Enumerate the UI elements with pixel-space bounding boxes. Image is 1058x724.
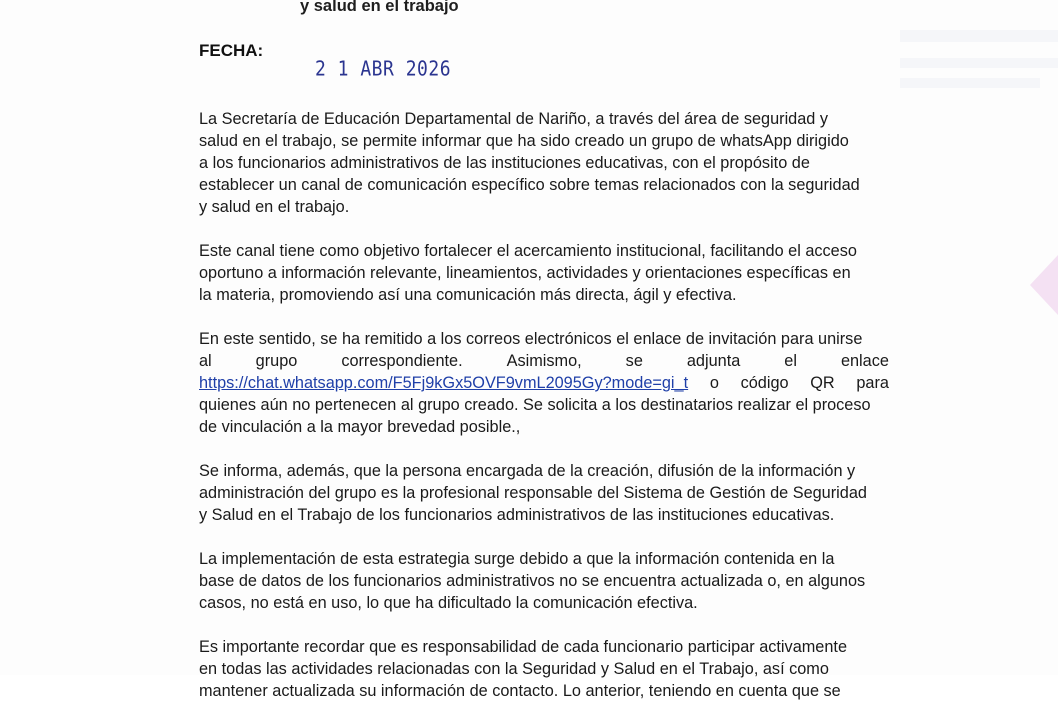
text-line: salud en el trabajo, se permite informar que ha sido creado un grupo de whatsApp dirigido bbox=[199, 132, 849, 150]
text-line: y Salud en el Trabajo de los funcionarios administrativos de las instituciones educativas. bbox=[199, 506, 835, 524]
subject-line-tail: y salud en el trabajo bbox=[300, 0, 459, 15]
text-line: Este canal tiene como objetivo fortalecer el acercamiento institucional, facilitando el acceso bbox=[199, 242, 857, 260]
text-line: Es importante recordar que es responsabilidad de cada funcionario participar activamente bbox=[199, 638, 847, 656]
text-line: a los funcionarios administrativos de las instituciones educativas, con el propósito de bbox=[199, 154, 810, 172]
text-line: establecer un canal de comunicación específico sobre temas relacionados con la seguridad bbox=[199, 176, 860, 194]
date-label: FECHA: bbox=[199, 41, 264, 60]
word: o bbox=[709, 374, 719, 392]
text-line: quienes aún no pertenecen al grupo creado. Se solicita a los destinatarios realizar el proceso bbox=[199, 396, 871, 414]
word: grupo bbox=[255, 352, 298, 370]
word: al bbox=[199, 352, 212, 370]
word: el bbox=[784, 352, 797, 370]
word: Asimismo, bbox=[506, 352, 582, 370]
show-through-mark bbox=[900, 78, 1040, 88]
whatsapp-group-link[interactable]: https://chat.whatsapp.com/F5Fj9kGx5OVF9vmL2095Gy?mode=gi_t bbox=[199, 374, 689, 392]
text-line bbox=[199, 372, 889, 394]
text-line: de vinculación a la mayor brevedad posible., bbox=[199, 418, 521, 436]
text-line: la materia, promoviendo así una comunicación más directa, ágil y efectiva. bbox=[199, 286, 737, 304]
word: correspondiente. bbox=[341, 352, 463, 370]
word: QR bbox=[810, 374, 835, 392]
word: para bbox=[856, 374, 889, 392]
paragraph-responsible bbox=[199, 460, 889, 526]
paragraph-objective bbox=[199, 240, 889, 306]
text-line: La Secretaría de Educación Departamental de Nariño, a través del área de seguridad y bbox=[199, 110, 829, 128]
text-line: En este sentido, se ha remitido a los correos electrónicos el enlace de invitación para unirse bbox=[199, 330, 863, 348]
text-line: y salud en el trabajo. bbox=[199, 198, 350, 216]
show-through-mark bbox=[900, 58, 1058, 68]
word: adjunta bbox=[686, 352, 741, 370]
letter-body bbox=[199, 108, 889, 724]
text-line: Se informa, además, que la persona encargada de la creación, difusión de la información y bbox=[199, 462, 856, 480]
text-line bbox=[199, 350, 889, 372]
paragraph-reason bbox=[199, 548, 889, 614]
text-line: base de datos de los funcionarios administrativos no se encuentra actualizada o, en algunos bbox=[199, 572, 866, 590]
word: código bbox=[740, 374, 789, 392]
word: enlace bbox=[840, 352, 889, 370]
paragraph-invitation bbox=[199, 328, 889, 438]
text-line: administración del grupo es la profesional responsable del Sistema de Gestión de Seguridad bbox=[199, 484, 867, 502]
text-line: La implementación de esta estrategia surge debido a que la información contenida en la bbox=[199, 550, 835, 568]
show-through-mark bbox=[900, 30, 1058, 42]
text-line: en todas las actividades relacionadas con la Seguridad y Salud en el Trabajo, así como bbox=[199, 660, 829, 678]
text-line: oportuno a información relevante, lineamientos, actividades y orientaciones específicas en bbox=[199, 264, 851, 282]
text-line: mantener actualizada su información de contacto. Lo anterior, teniendo en cuenta que se bbox=[199, 682, 841, 700]
page-edge-mark bbox=[1030, 255, 1058, 315]
text-line: casos, no está en uso, lo que ha dificultado la comunicación efectiva. bbox=[199, 594, 698, 612]
date-stamp: 2 1 ABR 2026 bbox=[315, 57, 452, 82]
word: se bbox=[625, 352, 643, 370]
paragraph-responsibility bbox=[199, 636, 889, 702]
paragraph-announcement bbox=[199, 108, 889, 218]
